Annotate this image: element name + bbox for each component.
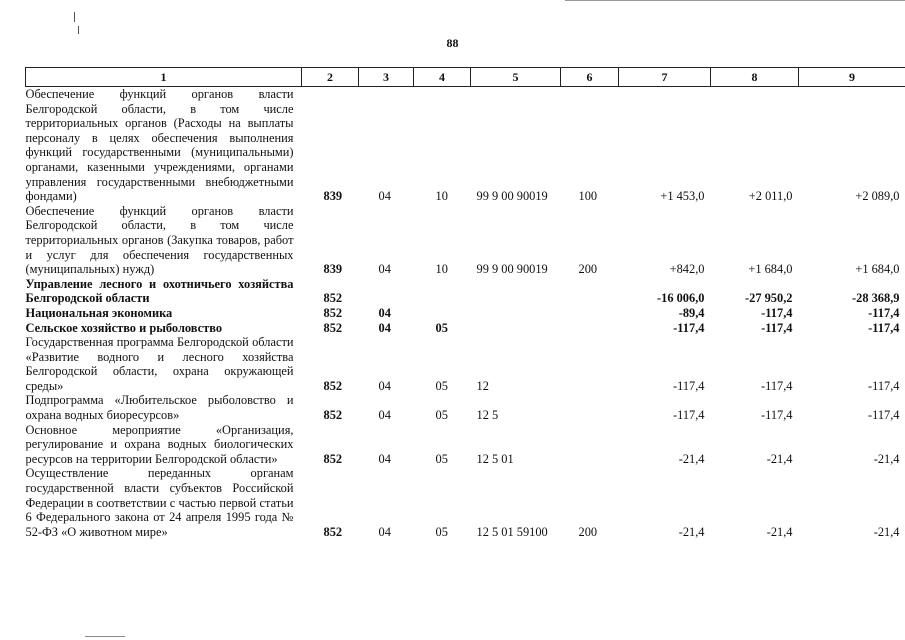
row-cell-col-9: -117,4: [867, 408, 900, 423]
row-cell-col-8: +2 011,0: [748, 189, 793, 204]
header-col-3: 3: [359, 68, 414, 87]
table-header: [26, 68, 905, 87]
row-cell-col-2: 852: [323, 451, 343, 466]
row-cell-col-3: 04: [378, 378, 391, 393]
row-cell-col-9: -117,4: [867, 378, 900, 393]
scan-mark-top-right: [565, 0, 905, 1]
row-cell-col-4: 10: [435, 189, 448, 204]
row-cell-col-6: [561, 306, 619, 321]
row-cell-col-9: -117,4: [868, 305, 900, 320]
row-cell-col-5: [471, 277, 561, 306]
row-cell-col-2: 852: [323, 305, 343, 320]
row-cell-col-4: 10: [435, 262, 448, 277]
row-cell-col-4: 05: [435, 408, 448, 423]
header-col-8: 8: [711, 68, 799, 87]
header-col-2: 2: [302, 68, 359, 87]
row-cell-col-6: 200: [578, 262, 598, 277]
row-cell-col-5: 99 9 00 90019: [476, 262, 548, 277]
table-row: [26, 393, 905, 422]
row-cell-col-6: [561, 423, 619, 467]
row-cell-col-3: 04: [378, 451, 391, 466]
row-cell-col-9: -117,4: [868, 320, 900, 335]
row-cell-col-5: [471, 321, 561, 336]
row-cell-col-8: -117,4: [760, 378, 793, 393]
table-row: [26, 335, 905, 393]
row-cell-col-8: +1 684,0: [748, 262, 793, 277]
header-col-4: 4: [414, 68, 471, 87]
row-cell-col-9: -28 368,9: [852, 291, 900, 306]
row-cell-col-6: 100: [578, 189, 598, 204]
row-cell-col-7: -21,4: [678, 451, 705, 466]
row-name-cell: Обеспечение функций органов власти Белгородской области, в том числе территориальных органов (Расходы на выплаты персоналу в целях обеспечения выполнения функций государственными (муниципальными) органами, казенными учреждениями, органами управления государственными внебюджетными фондами): [25, 87, 294, 204]
row-cell-col-4: 05: [435, 320, 448, 335]
row-cell-col-8: -117,4: [761, 305, 793, 320]
row-cell-col-2: 852: [323, 408, 343, 423]
row-cell-col-2: 852: [323, 524, 343, 539]
row-cell-col-8: -27 950,2: [745, 291, 793, 306]
row-name-cell: Обеспечение функций органов власти Белгородской области, в том числе территориальных органов (Закупка товаров, работ и услуг для обеспечения государственных (муниципальных) нужд): [25, 203, 294, 277]
row-cell-col-2: 839: [323, 262, 343, 277]
row-cell-col-6: [561, 393, 619, 422]
row-name-cell: Подпрограмма «Любительское рыболовство и охрана водных биоресурсов»: [25, 393, 294, 423]
row-cell-col-7: -117,4: [672, 408, 705, 423]
row-name-cell: Управление лесного и охотничьего хозяйства Белгородской области: [25, 276, 294, 306]
row-cell-col-8: -21,4: [766, 524, 793, 539]
header-row: [26, 68, 905, 87]
table-row: [26, 277, 905, 306]
row-cell-col-3: 04: [378, 408, 391, 423]
table-row: [26, 466, 905, 539]
row-cell-col-6: [561, 277, 619, 306]
row-cell-col-3: [359, 277, 414, 306]
row-cell-col-5: 12 5 01 59100: [476, 524, 548, 539]
page-number: 88: [446, 36, 459, 50]
header-col-9: 9: [799, 68, 905, 87]
row-cell-col-2: 852: [323, 378, 343, 393]
header-col-7: 7: [619, 68, 711, 87]
scan-mark-bottom-left: [85, 636, 125, 637]
row-cell-col-7: -89,4: [678, 305, 705, 320]
row-cell-col-6: 200: [578, 524, 598, 539]
row-cell-col-7: -117,4: [672, 378, 705, 393]
row-cell-col-4: 05: [435, 451, 448, 466]
table-body: [26, 87, 905, 540]
row-cell-col-6: [561, 321, 619, 336]
row-cell-col-7: -117,4: [673, 320, 705, 335]
row-cell-col-9: -21,4: [873, 451, 900, 466]
row-cell-col-3: 04: [378, 262, 391, 277]
scan-mark-top-left-2: [78, 26, 79, 34]
row-cell-col-7: +1 453,0: [660, 189, 705, 204]
row-cell-col-3: 04: [378, 189, 391, 204]
row-cell-col-9: -21,4: [873, 524, 900, 539]
row-cell-col-3: 04: [378, 524, 391, 539]
row-name-cell: Осуществление переданных органам государственной власти субъектов Российской Федерации в соответствии с частью первой статьи 6 Федерального закона от 24 апреля 1995 года № 52-ФЗ «О животном мире»: [25, 466, 294, 539]
row-cell-col-3: 04: [378, 305, 391, 320]
table-row: [26, 87, 905, 204]
header-col-5: 5: [471, 68, 561, 87]
row-cell-col-8: -117,4: [760, 408, 793, 423]
row-name-cell: Сельское хозяйство и рыболовство: [25, 320, 223, 335]
row-cell-col-5: 12: [476, 378, 489, 393]
row-cell-col-3: 04: [378, 320, 391, 335]
row-cell-col-9: +1 684,0: [855, 262, 900, 277]
header-col-1: 1: [26, 68, 302, 87]
budget-table: [25, 67, 905, 539]
scan-mark-top-left: [74, 12, 75, 22]
row-cell-col-4: [414, 277, 471, 306]
row-cell-col-5: 99 9 00 90019: [476, 189, 548, 204]
row-cell-col-6: [561, 335, 619, 393]
row-name-cell: Национальная экономика: [25, 305, 173, 320]
row-cell-col-2: 852: [323, 320, 343, 335]
row-name-cell: Основное мероприятие «Организация, регулирование и охрана водных биологических ресурсов на территории Белгородской области»: [25, 422, 294, 466]
row-cell-col-7: -16 006,0: [657, 291, 705, 306]
row-cell-col-8: -21,4: [766, 451, 793, 466]
header-col-6: 6: [561, 68, 619, 87]
row-name-cell: Государственная программа Белгородской области «Развитие водного и лесного хозяйства Белгородской области, охрана окружающей среды»: [25, 335, 294, 393]
budget-table-container: [25, 67, 905, 539]
row-cell-col-5: 12 5: [476, 408, 499, 423]
table-row: [26, 321, 905, 336]
row-cell-col-2: 839: [323, 189, 343, 204]
row-cell-col-5: [471, 306, 561, 321]
row-cell-col-5: 12 5 01: [476, 451, 514, 466]
row-cell-col-4: [414, 306, 471, 321]
table-row: [26, 423, 905, 467]
row-cell-col-4: 05: [435, 378, 448, 393]
row-cell-col-9: +2 089,0: [855, 189, 900, 204]
row-cell-col-4: 05: [435, 524, 448, 539]
row-cell-col-7: +842,0: [669, 262, 705, 277]
table-row: [26, 306, 905, 321]
row-cell-col-2: 852: [323, 291, 343, 306]
row-cell-col-8: -117,4: [761, 320, 793, 335]
table-row: [26, 204, 905, 277]
row-cell-col-7: -21,4: [678, 524, 705, 539]
